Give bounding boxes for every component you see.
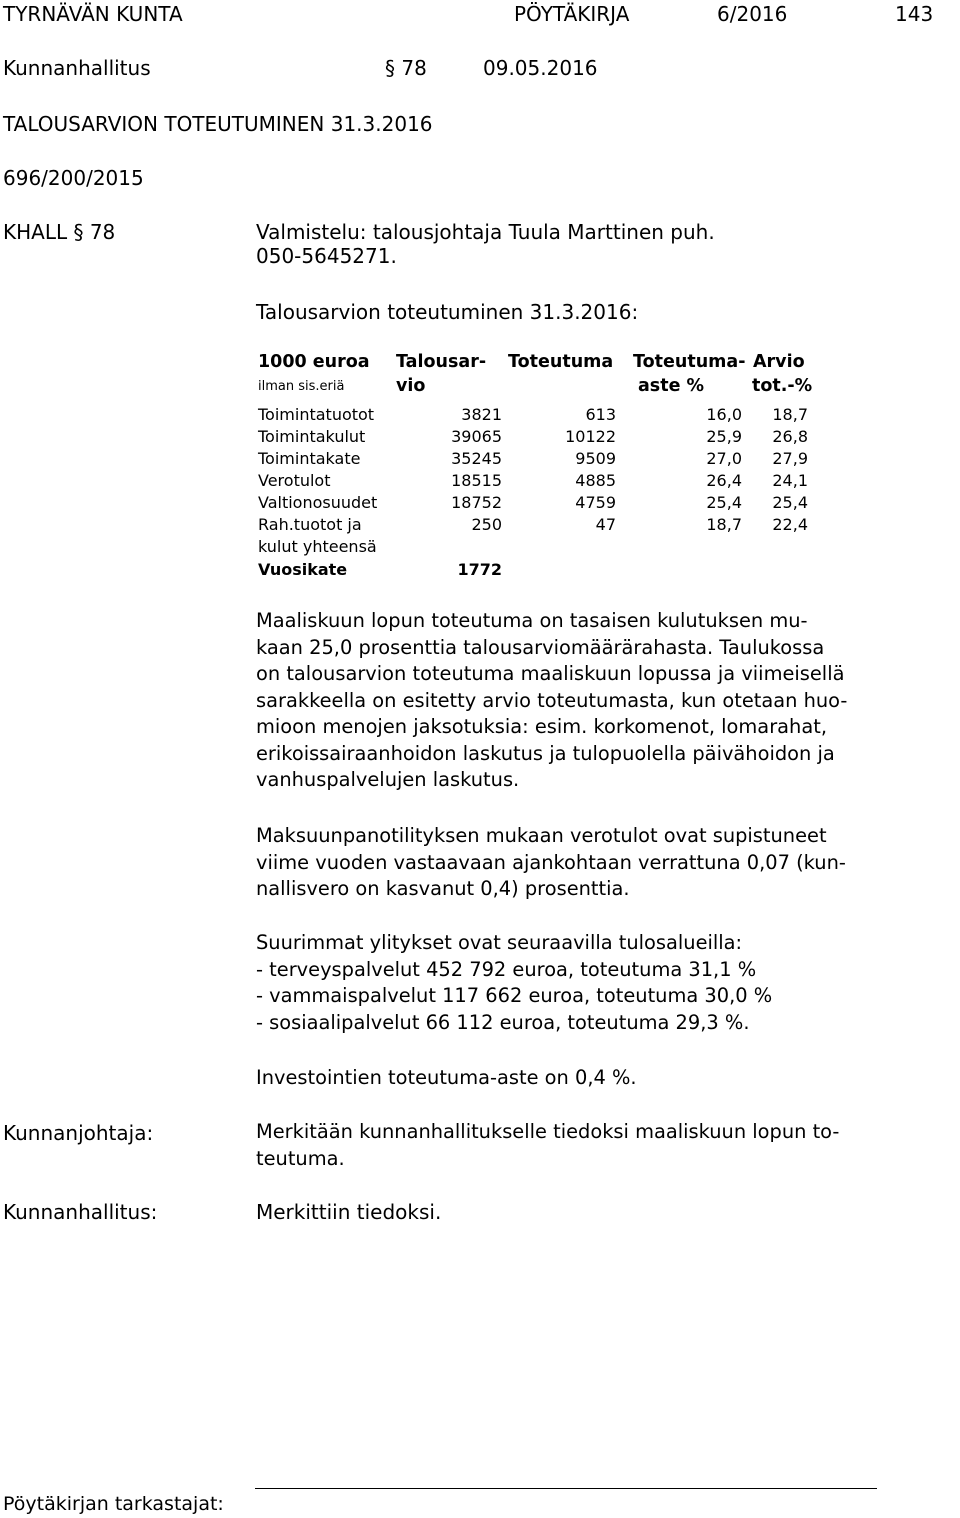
row-budget: 250 (471, 515, 502, 534)
row-percent: 16,0 (706, 405, 742, 424)
table-header-percent-sub: aste % (638, 376, 705, 396)
proposal-label: Kunnanjohtaja: (3, 1121, 154, 1145)
meeting-date: 09.05.2016 (483, 56, 598, 80)
document-type: PÖYTÄKIRJA (514, 2, 630, 26)
row-percent: 18,7 (706, 515, 742, 534)
decision-label: Kunnanhallitus: (3, 1200, 158, 1224)
proposal-text (256, 1119, 876, 1172)
section-subtitle: Talousarvion toteutuminen 31.3.2016: (256, 300, 639, 324)
row-budget: 18515 (451, 471, 502, 490)
row-estimate: 22,4 (772, 515, 808, 534)
text-line: mioon menojen jaksotuksia: esim. korkomenot, lomarahat, (256, 715, 827, 738)
table-header-budget: Talousar- (396, 352, 487, 372)
list-item: - vammaispalvelut 117 662 euroa, toteutuma 30,0 % (256, 984, 773, 1007)
row-label: Verotulot (258, 471, 331, 490)
row-label-continued: kulut yhteensä (258, 537, 377, 556)
row-estimate: 24,1 (772, 471, 808, 490)
text-line: Merkitään kunnanhallitukselle tiedoksi maaliskuun lopun to- (256, 1120, 840, 1143)
section-number: § 78 (385, 56, 427, 80)
item-title: TALOUSARVION TOTEUTUMINEN 31.3.2016 (3, 112, 433, 136)
text-line: viime vuoden vastaavaan ajankohtaan verrattuna 0,07 (kun- (256, 850, 846, 874)
row-percent: 27,0 (706, 449, 742, 468)
list-item: - sosiaalipalvelut 66 112 euroa, toteutuma 29,3 %. (256, 1010, 750, 1034)
prepared-by-line1: Valmistelu: talousjohtaja Tuula Marttinen puh. (256, 220, 715, 244)
footer-signature-line (255, 1488, 877, 1489)
table-header-actual: Toteutuma (508, 352, 614, 372)
table-header-estimate: Arvio (753, 352, 805, 372)
vuosikate-label: Vuosikate (258, 560, 348, 579)
row-percent: 25,4 (706, 493, 742, 512)
text-line: Maksuunpanotilityksen mukaan verotulot ovat supistuneet (256, 824, 827, 847)
paragraph-overruns (256, 930, 876, 1036)
table-header-estimate-sub: tot.-% (752, 376, 813, 396)
row-actual: 10122 (565, 427, 616, 446)
footer-checkers: Pöytäkirjan tarkastajat: (3, 1493, 224, 1515)
text-line: teutuma. (256, 1146, 345, 1170)
text-line: erikoissairaanhoidon laskutus ja tulopuolella päivähoidon ja (256, 741, 835, 765)
paragraph-investments (256, 1065, 876, 1092)
text-line: nallisvero on kasvanut 0,4) prosenttia. (256, 877, 630, 900)
text-line: on talousarvion toteutuma maaliskuun lopussa ja viimeisellä (256, 662, 845, 685)
row-actual: 613 (585, 405, 616, 424)
document-number: 6/2016 (717, 2, 788, 26)
municipality-name: TYRNÄVÄN KUNTA (3, 2, 183, 26)
row-actual: 9509 (575, 449, 616, 468)
row-actual: 4885 (575, 471, 616, 490)
row-label: Valtionosuudet (258, 493, 378, 512)
text-line: Maaliskuun lopun toteutuma on tasaisen kulutuksen mu- (256, 609, 808, 632)
paragraph-tax-revenue (256, 823, 876, 903)
row-estimate: 18,7 (772, 405, 808, 424)
row-estimate: 27,9 (772, 449, 808, 468)
row-label: Toimintakate (258, 449, 361, 468)
text-line: kaan 25,0 prosenttia talousarviomäärärahasta. Taulukossa (256, 635, 825, 659)
table-header-unit-sub: ilman sis.eriä (258, 379, 345, 394)
text-line: Suurimmat ylitykset ovat seuraavilla tulosalueilla: (256, 931, 743, 954)
table-header-budget-sub: vio (396, 376, 426, 396)
text-line: Investointien toteutuma-aste on 0,4 %. (256, 1066, 637, 1089)
vuosikate-value: 1772 (457, 560, 502, 579)
paragraph-explanation (256, 608, 876, 794)
page-number: 143 (895, 2, 934, 26)
khall-section: KHALL § 78 (3, 220, 116, 244)
meeting-body: Kunnanhallitus (3, 56, 151, 80)
row-budget: 3821 (461, 405, 502, 424)
budget-table (258, 352, 818, 592)
row-budget: 35245 (451, 449, 502, 468)
row-percent: 25,9 (706, 427, 742, 446)
list-item: - terveyspalvelut 452 792 euroa, toteutuma 31,1 % (256, 957, 757, 981)
text-line: sarakkeella on esitetty arvio toteutumasta, kun otetaan huo- (256, 688, 848, 712)
row-actual: 4759 (575, 493, 616, 512)
table-header-percent: Toteutuma- (633, 352, 746, 372)
row-budget: 18752 (451, 493, 502, 512)
row-estimate: 26,8 (772, 427, 808, 446)
row-label: Toimintakulut (258, 427, 366, 446)
decision-text: Merkittiin tiedoksi. (256, 1200, 442, 1224)
text-line: vanhuspalvelujen laskutus. (256, 768, 520, 791)
table-header-unit: 1000 euroa (258, 352, 370, 372)
row-estimate: 25,4 (772, 493, 808, 512)
row-budget: 39065 (451, 427, 502, 446)
row-actual: 47 (595, 515, 616, 534)
prepared-by-line2: 050-5645271. (256, 244, 397, 268)
row-label: Toimintatuotot (258, 405, 375, 424)
row-label: Rah.tuotot ja (258, 515, 362, 534)
reference-number: 696/200/2015 (3, 166, 144, 190)
row-percent: 26,4 (706, 471, 742, 490)
